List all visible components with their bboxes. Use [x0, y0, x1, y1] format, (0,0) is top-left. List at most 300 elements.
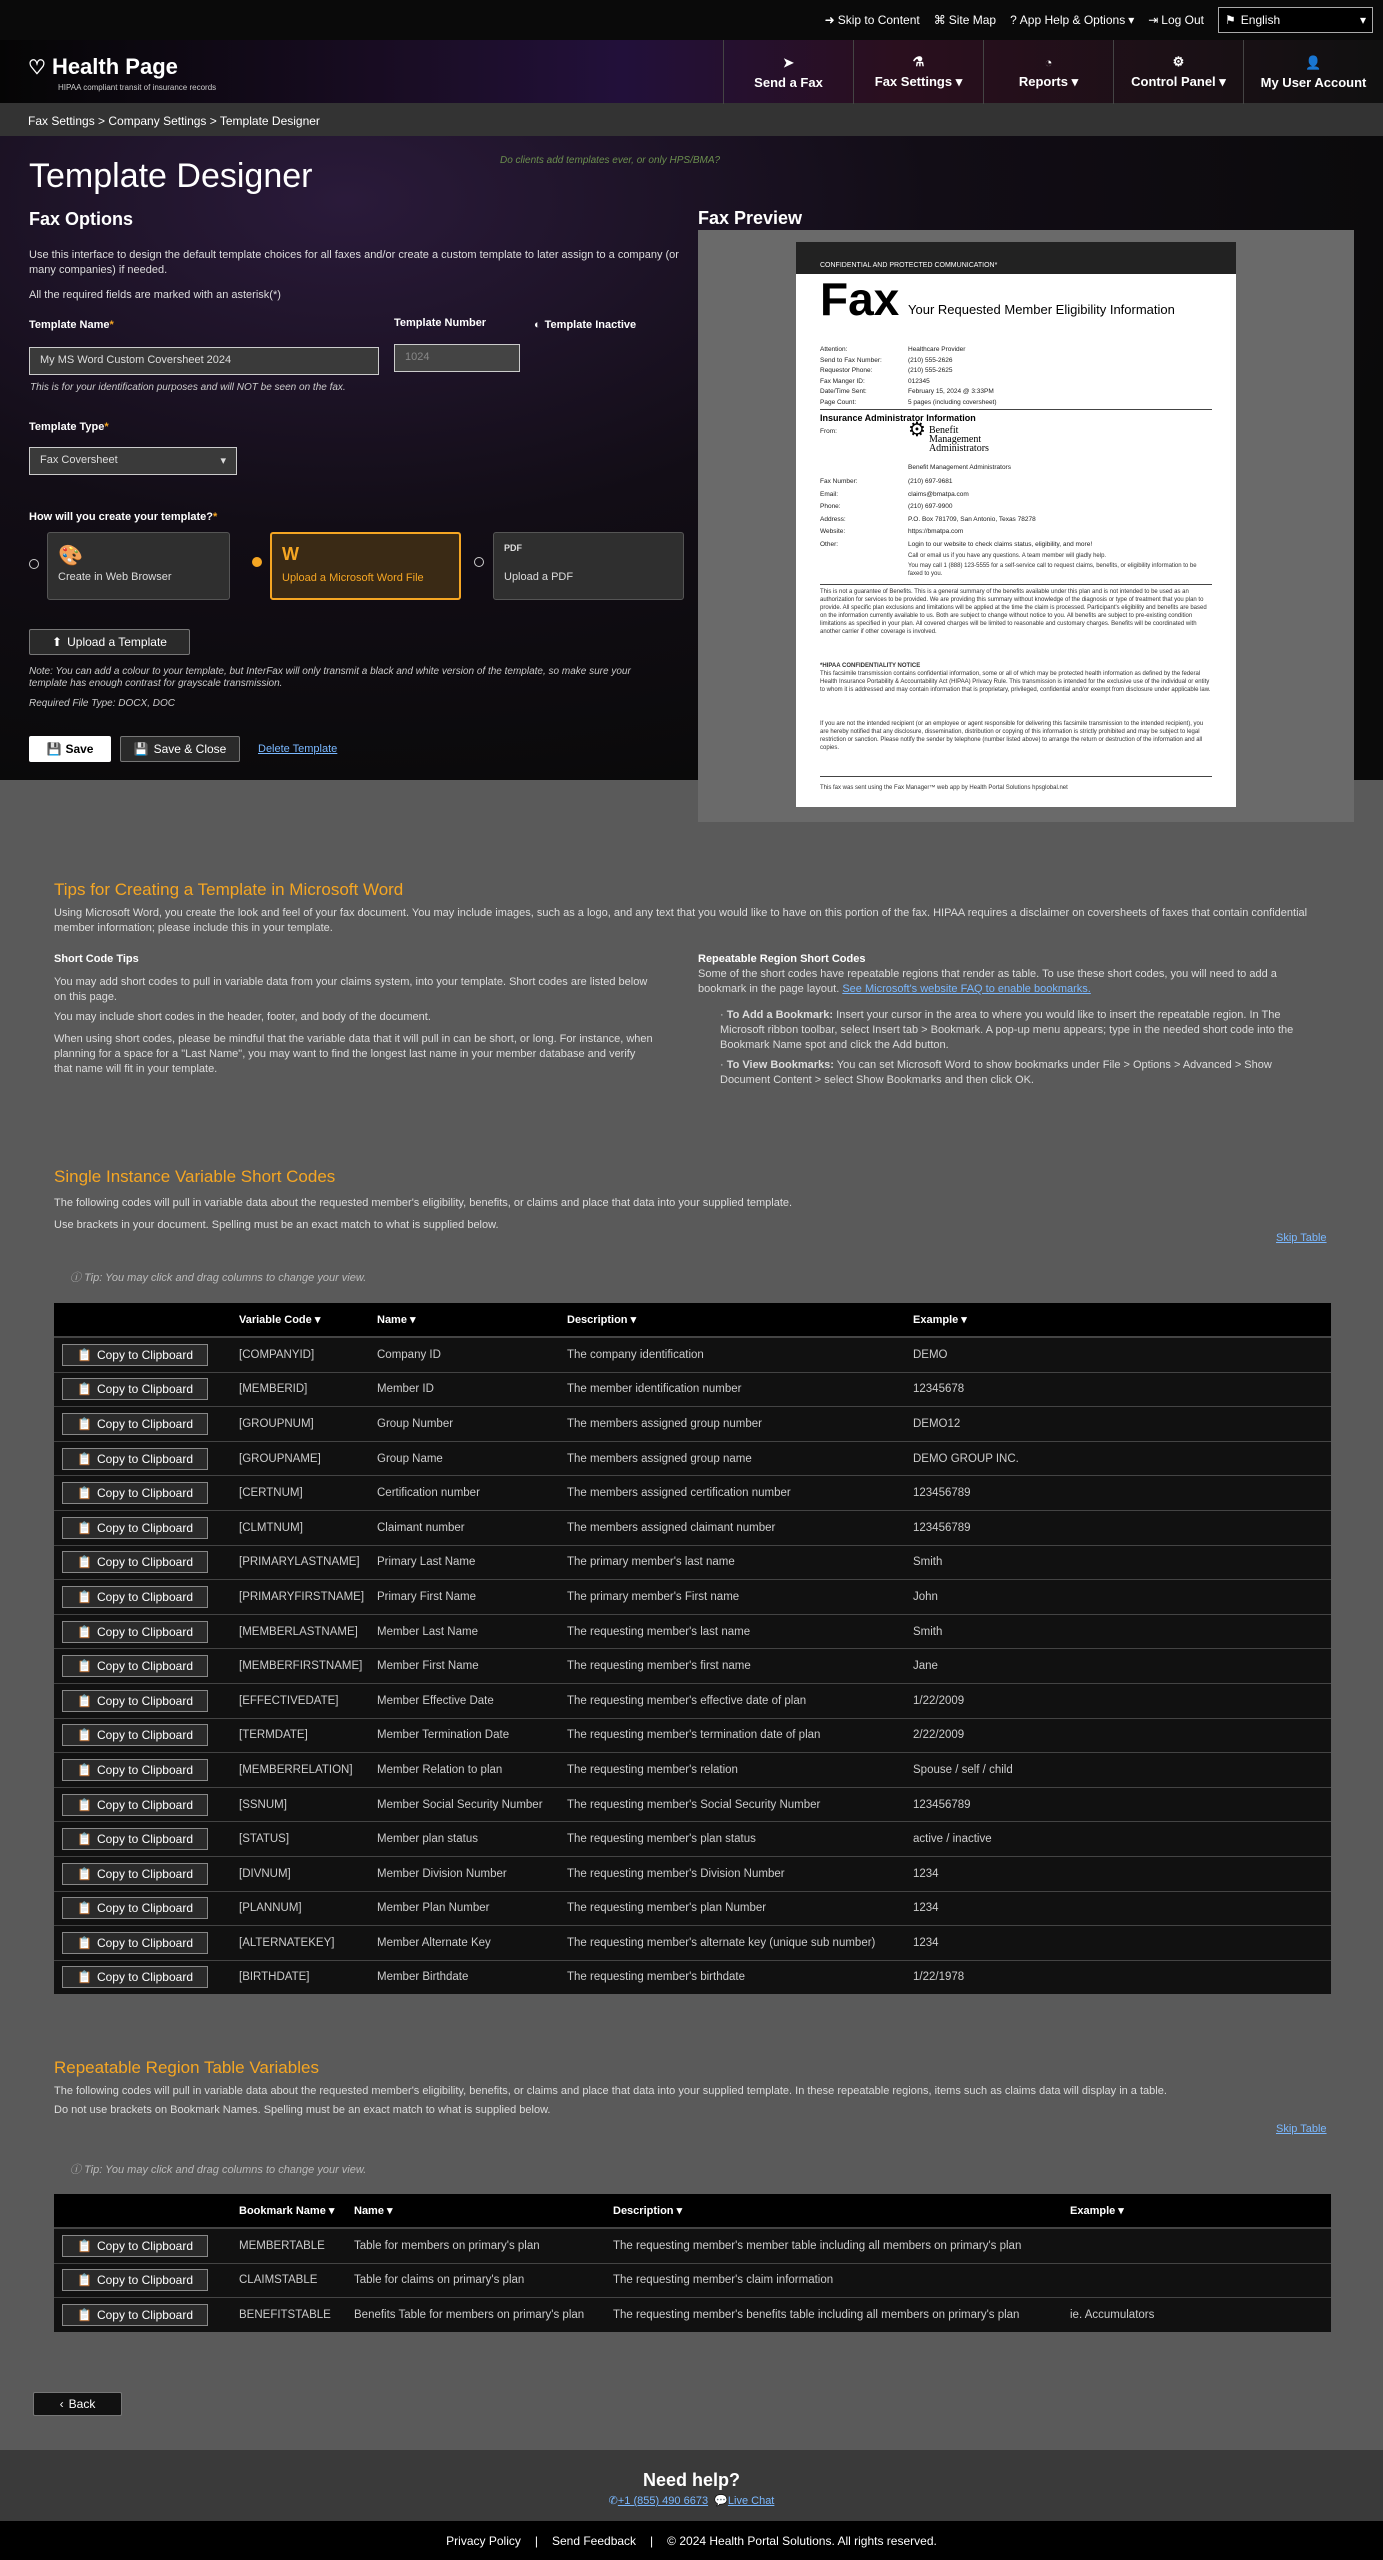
- copy-label: Copy to Clipboard: [96, 1832, 193, 1847]
- copy-to-clipboard-button[interactable]: [62, 1828, 208, 1850]
- code-description: The requesting member's Social Security Number: [567, 1798, 821, 1811]
- company-logo: ⚙ Benefit Management Administrators: [908, 419, 989, 454]
- copy-to-clipboard-button[interactable]: [62, 1344, 208, 1366]
- template-type-label: Template Type*: [29, 421, 109, 433]
- bookmark-name: CLAIMSTABLE: [239, 2274, 318, 2287]
- option-pdf[interactable]: PDF Upload a PDF: [493, 532, 684, 600]
- copy-to-clipboard-button[interactable]: [62, 2269, 208, 2291]
- save-icon: 💾: [46, 742, 62, 756]
- utility-bar: [0, 0, 1383, 40]
- col-description[interactable]: Description ▾: [613, 2205, 683, 2217]
- copy-to-clipboard-button[interactable]: [62, 1448, 208, 1470]
- repeatable-intro: Some of the short codes have repeatable regions that render as table. To use these short codes, you will need to add a bookmark in the page layout. See Microsoft's website FAQ to enable bookmarks.: [698, 968, 1277, 995]
- file-type-note: Required File Type: DOCX, DOC: [29, 698, 175, 709]
- palette-icon: 🎨: [58, 545, 83, 567]
- code-description: The requesting member's termination date of plan: [567, 1729, 821, 1742]
- preview-field-row: [820, 367, 952, 374]
- preview-field-label: Email:: [820, 490, 839, 498]
- clipboard-icon: 📋: [76, 1659, 92, 1674]
- copy-to-clipboard-button[interactable]: [62, 1621, 208, 1643]
- fax-preview-heading: Fax Preview: [698, 208, 803, 228]
- required-note: All the required fields are marked with an asterisk(*): [29, 289, 281, 301]
- hipaa-heading: *HIPAA CONFIDENTIALITY NOTICE: [820, 663, 921, 669]
- disclaimer-text: This is not a guarantee of Benefits. This is a general summary of the benefits available under this plan and is not intended to be used as an authorization for services to be provided. We are providing this summary without knowledge of the diagnosis or type of treatment that you plan to provide. All specific plan exclusions and limitations will be applied at the time the claim is processed. Participant's eligibility and benefits are based on the information currently available to us. Both are subject to change without notice to you. All benefits are subject to pre-existing condition limitations as specified in your plan. All covered charges will be limited to reasonable and customary charges. Benefits will be coordinated with another carrier if other coverage is involved.: [820, 589, 1207, 635]
- bookmarks-faq-link[interactable]: See Microsoft's website FAQ to enable bookmarks.: [842, 983, 1091, 995]
- code-description: The members assigned group name: [567, 1452, 752, 1465]
- code-description: The requesting member's first name: [567, 1660, 751, 1673]
- copy-label: Copy to Clipboard: [96, 1451, 193, 1466]
- preview-field-value: (210) 555-2625: [908, 367, 953, 374]
- template-inactive-toggle[interactable]: ◐ Template Inactive: [534, 319, 637, 331]
- preview-admin-row: [820, 478, 952, 485]
- single-codes-heading: Single Instance Variable Short Codes: [54, 1167, 336, 1186]
- bookmark-name: BENEFITSTABLE: [239, 2308, 331, 2321]
- preview-field-value: 012345: [908, 377, 930, 385]
- table-row: [54, 1475, 1331, 1510]
- feedback-link[interactable]: Send Feedback: [551, 2533, 637, 2548]
- copy-to-clipboard-button[interactable]: [62, 1690, 208, 1712]
- copy-cell: [54, 1344, 239, 1366]
- code-name: Primary Last Name: [377, 1556, 476, 1569]
- variable-code: [PLANNUM]: [239, 1902, 302, 1915]
- preview-field-label: Website:: [820, 528, 846, 535]
- copy-cell: [54, 1448, 239, 1470]
- code-description: The requesting member's effective date of plan: [567, 1694, 807, 1707]
- clipboard-icon: 📋: [76, 1589, 92, 1604]
- preview-field-row: [820, 388, 994, 395]
- color-note: Note: You can add a colour to your template, but InterFax will only transmit a black and white version of the template, so make sure your template has enough contrast for grayscale transmission.: [29, 666, 631, 689]
- copy-label: Copy to Clipboard: [96, 1866, 193, 1881]
- delete-template-link[interactable]: Delete Template: [258, 743, 338, 755]
- table-description: The requesting member's claim information: [613, 2274, 834, 2287]
- copy-to-clipboard-button[interactable]: [62, 2235, 208, 2257]
- radio-pdf[interactable]: [474, 557, 484, 567]
- code-name: Primary First Name: [377, 1590, 477, 1603]
- site-map-link[interactable]: ⌘ Site Map: [933, 13, 997, 27]
- variable-code: [MEMBERFIRSTNAME]: [239, 1660, 363, 1673]
- preview-field-value: (210) 555-2626: [908, 356, 953, 364]
- contact-links: [0, 2494, 1383, 2507]
- nav-fax-settings[interactable]: ⚗ Fax Settings ▾: [853, 40, 983, 104]
- arrow-icon: ➜: [824, 13, 835, 27]
- preview-field-value: P.O. Box 781709, San Antonio, Texas 78278: [908, 515, 1036, 523]
- variable-code: [EFFECTIVEDATE]: [239, 1694, 339, 1707]
- copy-cell: [54, 1586, 239, 1608]
- table-row: [54, 1891, 1331, 1926]
- table-name: Benefits Table for members on primary's plan: [354, 2308, 585, 2321]
- fax-options-intro: Use this interface to design the default template choices for all faxes and/or create a custom template to later assign to a company (or many companies) if needed.: [29, 249, 679, 276]
- variable-code: [MEMBERRELATION]: [239, 1763, 353, 1776]
- variable-code: [CERTNUM]: [239, 1487, 303, 1500]
- copy-label: Copy to Clipboard: [96, 1382, 193, 1397]
- variable-code: [GROUPNAME]: [239, 1452, 321, 1465]
- code-name: Member Birthdate: [377, 1971, 469, 1984]
- clipboard-icon: 📋: [76, 1347, 92, 1362]
- caret-down-icon: ▾: [1071, 73, 1079, 89]
- variable-code: [GROUPNUM]: [239, 1417, 314, 1430]
- code-description: The primary member's First name: [567, 1590, 740, 1603]
- col-example[interactable]: Example ▾: [1070, 2205, 1124, 2217]
- code-example: Spouse / self / child: [913, 1763, 1013, 1776]
- preview-admin-row: [820, 503, 952, 510]
- code-example: Smith: [913, 1625, 943, 1638]
- preview-field-value: Healthcare Provider: [908, 346, 966, 353]
- preview-field-label: Address:: [820, 515, 846, 523]
- company-name: Benefit Management Administrators: [908, 464, 1011, 471]
- code-example: DEMO: [913, 1348, 948, 1361]
- single-codes-table: [54, 1303, 1331, 1994]
- copy-label: Copy to Clipboard: [96, 1970, 193, 1985]
- copy-to-clipboard-button[interactable]: [62, 1551, 208, 1573]
- template-type-select[interactable]: Fax Coversheet ▾: [29, 447, 237, 475]
- save-icon: 💾: [133, 742, 149, 756]
- short-tip-2: You may include short codes in the header, footer, and body of the document.: [54, 1011, 431, 1023]
- upload-icon: ⬆: [52, 635, 63, 649]
- code-name: Member ID: [377, 1383, 434, 1396]
- copy-to-clipboard-button[interactable]: [62, 1482, 208, 1504]
- table-row: [54, 1752, 1331, 1787]
- preview-field-label: Attention:: [820, 346, 848, 353]
- copy-cell: [54, 1378, 239, 1400]
- variable-code: [MEMBERLASTNAME]: [239, 1625, 358, 1638]
- variable-code: [BIRTHDATE]: [239, 1971, 310, 1984]
- table-name: Table for claims on primary's plan: [354, 2274, 525, 2287]
- tips-heading: Tips for Creating a Template in Microsoft Word: [54, 880, 404, 899]
- variable-code: [CLMTNUM]: [239, 1521, 303, 1534]
- code-example: 2/22/2009: [913, 1729, 965, 1742]
- sitemap-icon: ⌘: [933, 13, 946, 27]
- clipboard-icon: 📋: [76, 1866, 92, 1881]
- variable-code: [STATUS]: [239, 1833, 290, 1846]
- skip-table-link-2[interactable]: Skip Table: [1276, 2123, 1327, 2135]
- chat-icon: 💬: [714, 2495, 728, 2507]
- preview-field-label: Fax Number:: [820, 478, 858, 485]
- table-row: [54, 1925, 1331, 1960]
- chevron-left-icon: ‹: [59, 2397, 64, 2411]
- clipboard-icon: 📋: [76, 1901, 92, 1916]
- other-line-3: You may call 1 (888) 123-5555 for a self-service call to request claims, benefits, or eligibility information to be faxed to you.: [908, 563, 1197, 577]
- preview-field-value: (210) 697-9900: [908, 503, 953, 510]
- copy-cell: [54, 2304, 239, 2326]
- main-header: [0, 40, 1383, 104]
- copy-cell: [54, 1724, 239, 1746]
- table-row: [54, 2228, 1331, 2263]
- copyright: © 2024 Health Portal Solutions. All rights reserved.: [667, 2533, 937, 2548]
- code-example: 123456789: [913, 1487, 971, 1500]
- seal-icon: ⚙: [908, 419, 926, 441]
- code-example: 123456789: [913, 1521, 971, 1534]
- preview-field-label: Other:: [820, 540, 839, 548]
- table-row: [54, 1718, 1331, 1753]
- table-row: [54, 1406, 1331, 1441]
- phone-icon: ✆: [608, 2495, 618, 2507]
- code-name: Member Relation to plan: [377, 1763, 503, 1776]
- fax-subtitle: Your Requested Member Eligibility Information: [908, 302, 1175, 317]
- code-name: Member Last Name: [377, 1625, 478, 1638]
- variable-code: [MEMBERID]: [239, 1383, 308, 1396]
- table-header: [54, 2194, 1331, 2228]
- clipboard-icon: 📋: [76, 2273, 92, 2288]
- code-name: Member Effective Date: [377, 1694, 494, 1707]
- clipboard-icon: 📋: [76, 1935, 92, 1950]
- word-file-icon: W: [282, 544, 299, 564]
- copy-label: Copy to Clipboard: [96, 1935, 193, 1950]
- copy-label: Copy to Clipboard: [96, 2307, 193, 2322]
- table-description: The requesting member's benefits table including all members on primary's plan: [613, 2308, 1020, 2321]
- preview-field-label: Date/Time Sent:: [820, 388, 867, 395]
- copy-label: Copy to Clipboard: [96, 1520, 193, 1535]
- variable-code: [PRIMARYLASTNAME]: [239, 1556, 360, 1569]
- chevron-down-icon: ▾: [1359, 13, 1366, 27]
- clipboard-icon: 📋: [76, 2307, 92, 2322]
- app-help-menu[interactable]: ? App Help & Options ▾: [1010, 13, 1135, 27]
- clipboard-icon: 📋: [76, 1520, 92, 1535]
- copy-to-clipboard-button[interactable]: [62, 1517, 208, 1539]
- code-example: 1234: [913, 1902, 939, 1915]
- flag-icon: ⚑: [1225, 13, 1236, 27]
- copy-label: Copy to Clipboard: [96, 1762, 193, 1777]
- code-name: Member Social Security Number: [377, 1798, 543, 1811]
- code-description: The requesting member's alternate key (unique sub number): [567, 1936, 876, 1949]
- table-row: [54, 1510, 1331, 1545]
- template-name-label: Template Name*: [29, 319, 114, 331]
- drag-tip: ⓘ Tip: You may click and drag columns to change your view.: [70, 1272, 367, 1284]
- hipaa-text-1: This facsimile transmission contains confidential information, some or all of which may be protected health information as defined by the federal Health Insurance Portability & Accountability Act (HIPAA) Privacy Rule. This transmission is intended for the exclusive use of the individual or entity to whom it is addressed and may contain information that is proprietary, privileged, confidential and/or exempt from disclosure under applicable law.: [820, 671, 1211, 693]
- hipaa-text-2: If you are not the intended recipient (or an employee or agent responsible for delivering this facsimile transmission to the intended recipient), you are hereby notified that any disclosure, dissemination, distribution or copying of this information is strictly prohibited and may be subject to legal restriction or sanction. Please notify the sender by telephone (number listed above) to arrange the return or destruction of the information and all copies.: [820, 721, 1204, 751]
- code-description: The members assigned group number: [567, 1417, 762, 1430]
- repeat-codes-p2: Do not use brackets on Bookmark Names. Spelling must be an exact match to what is supplied below.: [54, 2104, 551, 2116]
- logout-link[interactable]: ⇥ Log Out: [1148, 13, 1204, 27]
- copy-to-clipboard-button[interactable]: [62, 2304, 208, 2326]
- table-description: The requesting member's member table including all members on primary's plan: [613, 2239, 1022, 2252]
- code-example: 12345678: [913, 1383, 965, 1396]
- help-icon: ?: [1010, 13, 1017, 27]
- code-description: The requesting member's plan status: [567, 1833, 756, 1846]
- template-name-input[interactable]: My MS Word Custom Coversheet 2024: [29, 347, 379, 375]
- copy-label: Copy to Clipboard: [96, 1416, 193, 1431]
- fax-preview-page: [796, 242, 1236, 807]
- col-example[interactable]: Example ▾: [913, 1314, 967, 1326]
- variable-code: [COMPANYID]: [239, 1348, 315, 1361]
- page-title: Template Designer: [29, 157, 313, 195]
- user-icon: 👤: [1305, 54, 1322, 70]
- code-name: Member Alternate Key: [377, 1936, 491, 1949]
- preview-admin-row: [820, 516, 1036, 523]
- copy-label: Copy to Clipboard: [96, 2273, 193, 2288]
- single-codes-p1: The following codes will pull in variable data about the requested member's eligibility, benefits, or claims and place that data into your supplied template.: [54, 1197, 793, 1209]
- copy-label: Copy to Clipboard: [96, 1659, 193, 1674]
- privacy-link[interactable]: Privacy Policy: [446, 2533, 521, 2548]
- table-name: Table for members on primary's plan: [354, 2239, 540, 2252]
- table-header: [54, 1303, 1331, 1337]
- table-row: [54, 2297, 1331, 2332]
- copy-to-clipboard-button[interactable]: [62, 1724, 208, 1746]
- copy-cell: [54, 1828, 239, 1850]
- repeat-codes-p1: The following codes will pull in variable data about the requested member's eligibility, benefits, or claims and place that data into your supplied template. In these repeatable regions, items such as claims data will display in a table.: [54, 2085, 1167, 2097]
- info-icon: ⓘ: [70, 2164, 81, 2176]
- nav-reports[interactable]: ◔ Reports ▾: [983, 40, 1113, 104]
- copy-label: Copy to Clipboard: [96, 1624, 193, 1639]
- preview-field-row: [820, 378, 930, 385]
- preview-field-value: February 15, 2024 @ 3:33PM: [908, 388, 994, 395]
- add-bookmark-tip: · To Add a Bookmark: Insert your cursor in the area to where you would like to insert the repeatable region. In The Microsoft ribbon toolbar, select Insert tab > Bookmark. A pop-up menu appears; type in the needed short code into the Bookmark Name spot and click the Add button.: [720, 1009, 1294, 1051]
- from-label: From:: [820, 428, 837, 435]
- clipboard-icon: 📋: [76, 1416, 92, 1431]
- preview-admin-row: [820, 541, 1092, 548]
- breadcrumb[interactable]: Fax Settings > Company Settings > Template Designer: [0, 104, 1383, 136]
- copy-to-clipboard-button[interactable]: [62, 1897, 208, 1919]
- preview-footer: This fax was sent using the Fax Manager™ web app by Health Portal Solutions hpsglobal.net: [820, 785, 1068, 791]
- table-row: [54, 1648, 1331, 1683]
- copy-to-clipboard-button[interactable]: [62, 1932, 208, 1954]
- option-word-file[interactable]: W Upload a Microsoft Word File: [270, 532, 461, 600]
- clipboard-icon: 📋: [76, 1762, 92, 1777]
- copy-cell: [54, 1621, 239, 1643]
- view-bookmark-tip: · To View Bookmarks: You can set Microsoft Word to show bookmarks under File > Options > Advanced > Show Document Content > select Show Bookmarks and then click OK.: [720, 1059, 1272, 1086]
- template-number-label: Template Number: [394, 317, 487, 329]
- code-name: Member Termination Date: [377, 1729, 510, 1742]
- code-name: Claimant number: [377, 1521, 465, 1534]
- table-example: ie. Accumulators: [1070, 2308, 1155, 2321]
- footer-bar: Privacy Policy | Send Feedback | © 2024 Health Portal Solutions. All rights reserved.: [0, 2521, 1383, 2560]
- copy-label: Copy to Clipboard: [96, 1901, 193, 1916]
- clipboard-icon: 📋: [76, 1693, 92, 1708]
- info-icon: ⓘ: [70, 1272, 81, 1284]
- code-name: Member First Name: [377, 1660, 479, 1673]
- variable-code: [TERMDATE]: [239, 1729, 308, 1742]
- live-chat-link[interactable]: Live Chat: [727, 2495, 775, 2507]
- toggle-icon: ◐: [534, 319, 541, 331]
- copy-label: Copy to Clipboard: [96, 1693, 193, 1708]
- copy-label: Copy to Clipboard: [96, 1555, 193, 1570]
- copy-to-clipboard-button[interactable]: [62, 1794, 208, 1816]
- preview-field-label: Send to Fax Number:: [820, 356, 882, 364]
- option-web-browser[interactable]: 🎨 Create in Web Browser: [47, 532, 230, 600]
- col-name[interactable]: Name ▾: [354, 2205, 393, 2217]
- single-codes-p2: Use brackets in your document. Spelling must be an exact match to what is supplied below.: [54, 1219, 499, 1231]
- col-description[interactable]: Description ▾: [567, 1314, 637, 1326]
- gear-icon: ⚙: [1172, 54, 1185, 69]
- code-name: Company ID: [377, 1348, 441, 1361]
- code-example: 1234: [913, 1936, 939, 1949]
- nav-my-account[interactable]: 👤 My User Account: [1243, 40, 1383, 104]
- copy-to-clipboard-button[interactable]: [62, 1863, 208, 1885]
- variable-code: [PRIMARYFIRSTNAME]: [239, 1590, 365, 1603]
- copy-to-clipboard-button[interactable]: [62, 1413, 208, 1435]
- caret-down-icon: ▾: [220, 455, 226, 467]
- clipboard-icon: 📋: [76, 1797, 92, 1812]
- copy-cell: [54, 2269, 239, 2291]
- paper-plane-icon: ➤: [783, 54, 794, 70]
- fax-options-heading: Fax Options: [29, 209, 134, 229]
- save-close-button[interactable]: 💾 Save & Close: [120, 736, 240, 762]
- preview-field-row: [820, 357, 952, 364]
- copy-to-clipboard-button[interactable]: [62, 1655, 208, 1677]
- code-name: Member plan status: [377, 1833, 478, 1846]
- table-row: [54, 1372, 1331, 1407]
- skip-table-link[interactable]: Skip Table: [1276, 1232, 1327, 1244]
- code-description: The requesting member's Division Number: [567, 1867, 785, 1880]
- preview-field-value: claims@bmatpa.com: [908, 490, 969, 498]
- code-example: DEMO GROUP INC.: [913, 1452, 1019, 1465]
- template-number-input: 1024: [394, 344, 520, 372]
- main-nav: [723, 40, 1383, 104]
- variable-code: [SSNUM]: [239, 1798, 287, 1811]
- code-example: 123456789: [913, 1798, 971, 1811]
- logout-icon: ⇥: [1148, 13, 1159, 27]
- fax-title: Fax: [820, 273, 900, 325]
- admin-heading: Insurance Administrator Information: [820, 413, 976, 423]
- clipboard-icon: 📋: [76, 1486, 92, 1501]
- upload-template-button[interactable]: ⬆ Upload a Template: [29, 629, 190, 655]
- code-example: 1234: [913, 1867, 939, 1880]
- nav-control-panel[interactable]: ⚙ Control Panel ▾: [1113, 40, 1243, 104]
- copy-cell: [54, 1655, 239, 1677]
- logo[interactable]: ♡ Health Page HIPAA compliant transit of insurance records: [28, 54, 217, 92]
- col-bookmark-name[interactable]: Bookmark Name ▾: [239, 2205, 335, 2217]
- language-select[interactable]: ⚑ English ▾: [1218, 7, 1373, 33]
- code-name: Member Division Number: [377, 1867, 507, 1880]
- create-method-label: How will you create your template?*: [29, 511, 218, 523]
- clipboard-icon: 📋: [76, 1624, 92, 1639]
- clipboard-icon: 📋: [76, 1832, 92, 1847]
- confidential-banner: CONFIDENTIAL AND PROTECTED COMMUNICATION*: [796, 242, 1236, 274]
- phone-link[interactable]: +1 (855) 490 6673: [617, 2495, 709, 2507]
- table-row: [54, 1337, 1331, 1372]
- preview-admin-row: [820, 528, 963, 535]
- table-row: [54, 1856, 1331, 1891]
- clipboard-icon: 📋: [76, 2238, 92, 2253]
- preview-field-label: Page Count:: [820, 398, 857, 406]
- code-description: The requesting member's relation: [567, 1763, 738, 1776]
- table-row: [54, 1579, 1331, 1614]
- clipboard-icon: 📋: [76, 1451, 92, 1466]
- preview-field-value: Login to our website to check claims status, eligibility, and more!: [908, 540, 1093, 548]
- copy-to-clipboard-button[interactable]: [62, 1966, 208, 1988]
- caret-down-icon: ▾: [1128, 13, 1135, 27]
- short-code-tips-heading: Short Code Tips: [54, 953, 139, 965]
- back-button[interactable]: ‹ Back: [33, 2392, 122, 2416]
- save-button[interactable]: 💾 Save: [29, 736, 111, 762]
- table-row: [54, 1787, 1331, 1822]
- radio-word-file[interactable]: [252, 557, 262, 567]
- copy-to-clipboard-button[interactable]: [62, 1759, 208, 1781]
- col-variable-code[interactable]: Variable Code ▾: [239, 1314, 321, 1326]
- skip-to-content-link[interactable]: ➜ Skip to Content: [824, 13, 920, 27]
- copy-to-clipboard-button[interactable]: [62, 1378, 208, 1400]
- copy-to-clipboard-button[interactable]: [62, 1586, 208, 1608]
- code-name: Certification number: [377, 1487, 480, 1500]
- template-name-hint: This is for your identification purposes and will NOT be seen on the fax.: [30, 382, 346, 393]
- col-name[interactable]: Name ▾: [377, 1314, 416, 1326]
- copy-cell: [54, 1413, 239, 1435]
- code-description: The members assigned certification number: [567, 1487, 791, 1500]
- repeat-codes-table: [54, 2194, 1331, 2332]
- code-example: Smith: [913, 1556, 943, 1569]
- code-description: The primary member's last name: [567, 1556, 735, 1569]
- caret-down-icon: ▾: [955, 74, 963, 89]
- other-line-2: Call or email us if you have any questions. A team member will gladly help.: [908, 553, 1107, 559]
- code-example: DEMO12: [913, 1417, 961, 1430]
- preview-field-value: https://bmatpa.com: [908, 528, 964, 535]
- logo-heart-icon: ♡: [28, 56, 46, 79]
- copy-label: Copy to Clipboard: [96, 1486, 193, 1501]
- copy-cell: [54, 1966, 239, 1988]
- nav-send-fax[interactable]: ➤ Send a Fax: [723, 40, 853, 104]
- copy-cell: [54, 1759, 239, 1781]
- radio-web-browser[interactable]: [29, 559, 39, 569]
- code-example: John: [913, 1590, 938, 1603]
